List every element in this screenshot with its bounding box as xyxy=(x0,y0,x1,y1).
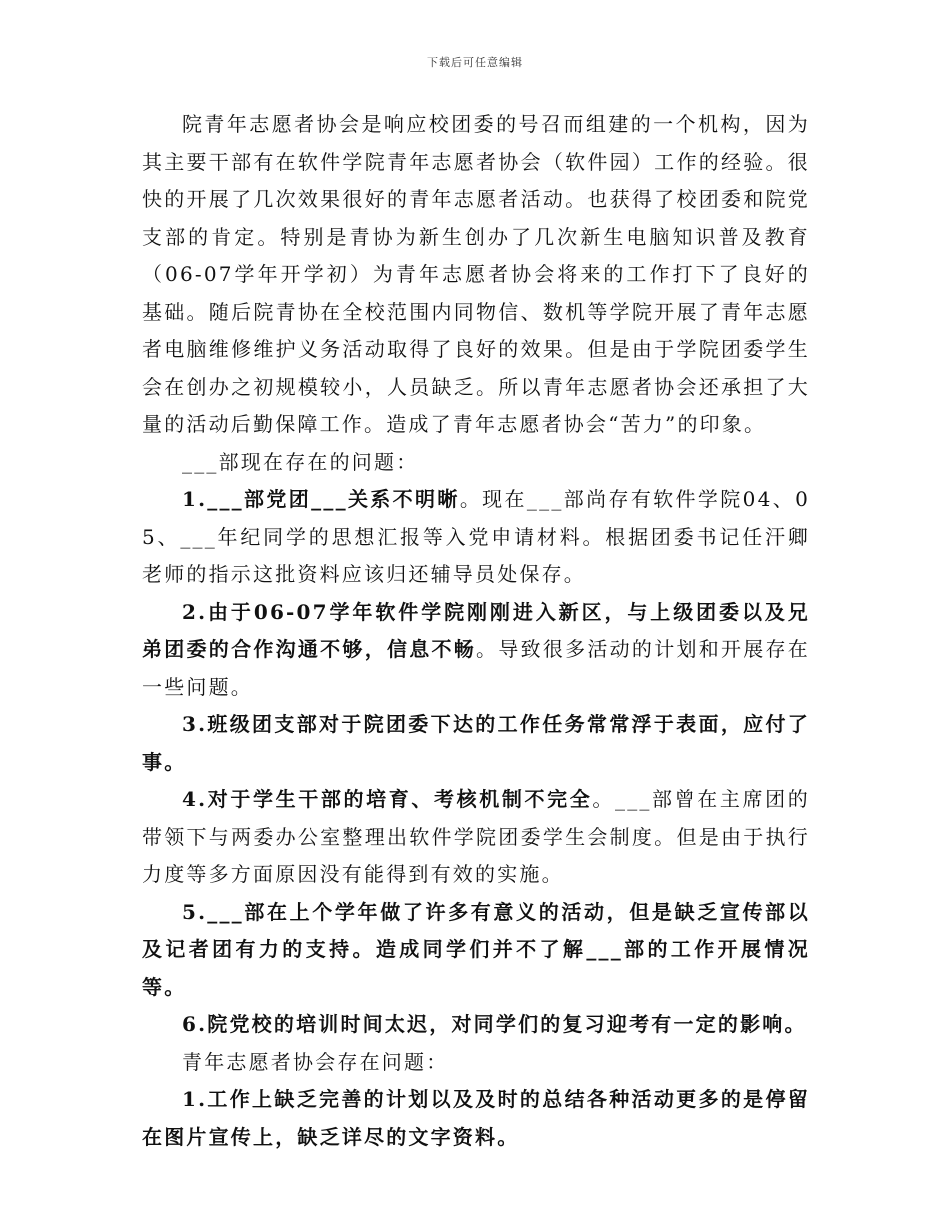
paragraph-department-issues-heading: ___部现在存在的问题： xyxy=(182,449,419,474)
issue-2-heading: 2.由于06-07学年软件学院刚刚进入新区，与上级团委以及兄弟团委的合作沟通不够，信息不畅 xyxy=(142,599,810,661)
paragraph-volunteer-association-intro: 院青年志愿者协会是响应校团委的号召而组建的一个机构，因为其主要干部有在软件学院青年志愿者协会（软件园）工作的经验。很快的开展了几次效果很好的青年志愿者活动。也获得了校团委和院党支部的肯定。特别是青协为新生创办了几次新生电脑知识普及教育（06-07学年开学初）为青年志愿者协会将来的工作打下了良好的基础。随后院青协在全校范围内同物信、数机等学院开展了青年志愿者电脑维修维护义务活动取得了良好的效果。但是由于学院团委学生会在创办之初规模较小，人员缺乏。所以青年志愿者协会还承担了大量的活动后勤保障工作。造成了青年志愿者协会“苦力”的印象。 xyxy=(142,112,810,436)
issue-1-detail: 。现在___部尚存有软件学院04、05、___年纪同学的思想汇报等入党申请材料。根据团委书记任汗卿老师的指示这批资料应该归还辅导员处保存。 xyxy=(142,487,810,586)
paragraph-volunteer-issues-heading: 青年志愿者协会存在问题： xyxy=(182,1049,449,1074)
issue-1-heading: 1.___部党团___关系不明晰 xyxy=(182,487,460,511)
paragraph-issue-5: 5.___部在上个学年做了许多有意义的活动，但是缺乏宣传部以及记者团有力的支持。造成同学们并不了解___部的工作开展情况等。 xyxy=(142,899,810,999)
page-header: 下载后可任意编辑 xyxy=(427,56,523,69)
issue-4-detail: 。___部曾在主席团的带领下与两委办公室整理出软件学院团委学生会制度。但是由于执行力度等多方面原因没有能得到有效的实施。 xyxy=(142,787,810,886)
paragraph-issue-3: 3.班级团支部对于院团委下达的工作任务常常浮于表面，应付了事。 xyxy=(142,712,810,774)
paragraph-issue-4 xyxy=(142,781,810,894)
paragraph-issue-1 xyxy=(142,481,810,594)
paragraph-issue-6: 6.院党校的培训时间太迟，对同学们的复习迎考有一定的影响。 xyxy=(182,1012,807,1036)
issue-2-detail: 。导致很多活动的计划和开展存在一些问题。 xyxy=(142,637,811,699)
paragraph-volunteer-issue-1: 1.工作上缺乏完善的计划以及及时的总结各种活动更多的是停留在图片宣传上，缺乏详尽的文字资料。 xyxy=(142,1087,810,1149)
issue-4-heading: 4.对于学生干部的培育、考核机制不完全 xyxy=(182,787,593,811)
paragraph-issue-2 xyxy=(142,594,810,707)
document-body xyxy=(142,106,810,1156)
